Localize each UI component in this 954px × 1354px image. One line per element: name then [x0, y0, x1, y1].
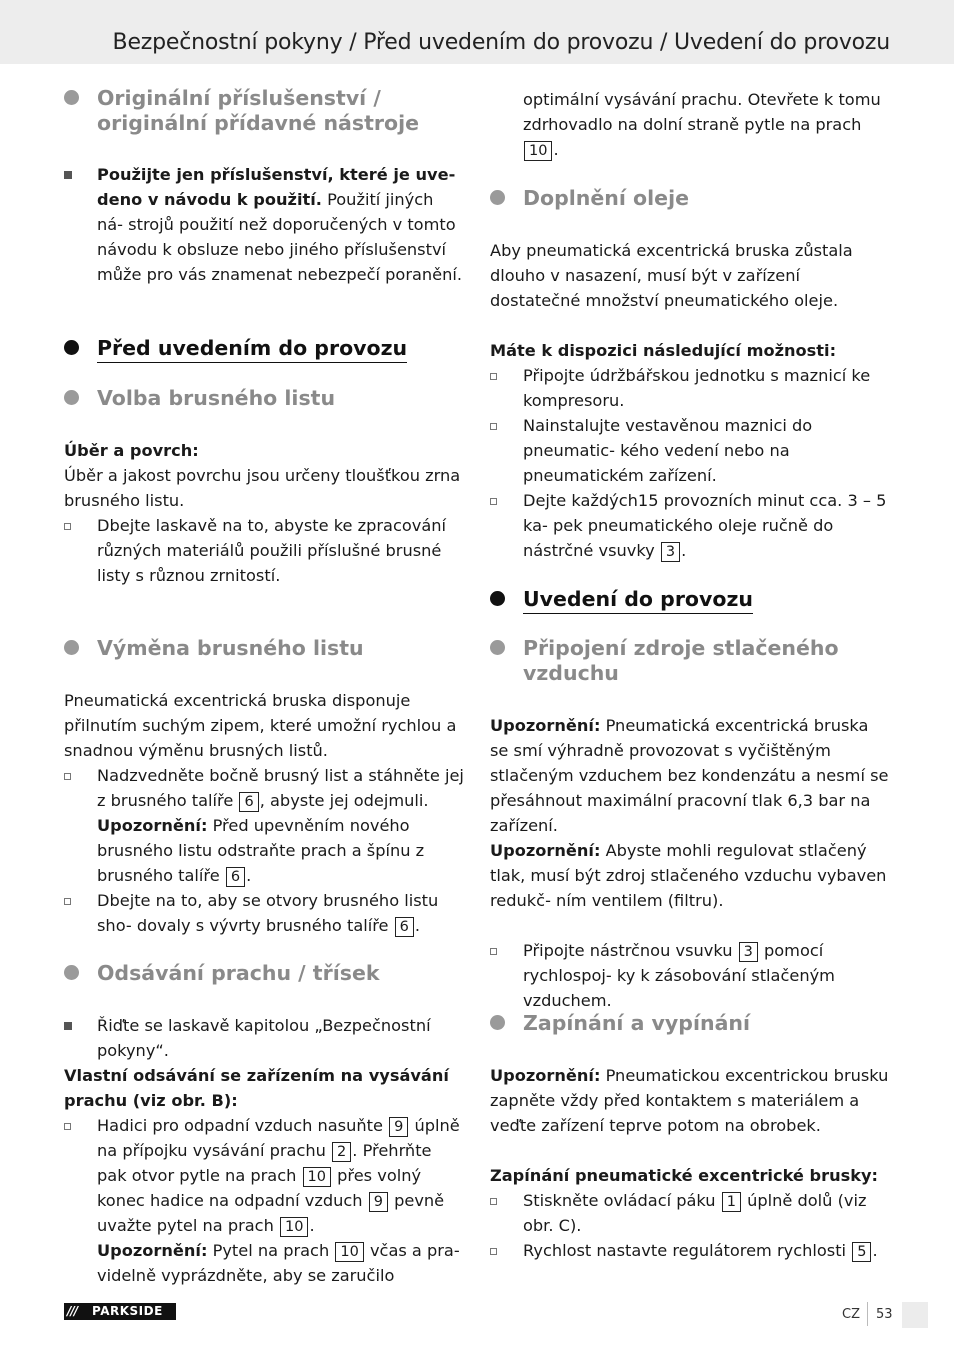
part-number-box: 10 — [524, 141, 552, 161]
list-item: Stiskněte ovládací páku 1 úplně dolů (viz obr. C). — [490, 1188, 890, 1238]
accessory-warning: Použijte jen příslušenství, které je uve- deno v návodu k použití. Použití jiných ná- strojů použití než doporučených v tomto návodu k obsluze nebo jiného příslušenství může pro vás znamenat nebezpečí poranění. — [64, 162, 464, 287]
square-bullet-icon — [64, 1022, 72, 1030]
dust-safety-ref: Řiďte se laskavě kapitolou „Bezpečnostní pokyny“. — [64, 1013, 464, 1063]
bullet-dot-icon — [490, 1015, 505, 1030]
part-number-box: 2 — [332, 1142, 351, 1162]
checkbox-bullet-icon — [490, 423, 497, 430]
oil-section: Aby pneumatická excentrická bruska zůstala dlouho v nasazení, musí být v zařízení dostatečné množství pneumatického oleje. Máte k dispozici následující možnosti: Připojte údržbářskou jednotku s maznicí ke kompresoru. Nainstalujte vestavěnou maznici do pneumatic- kého vedení nebo na pneumatickém zařízení. Dejte každých15 provozních minut cca. 3 – 5 ka- pek pneumatického oleje ručně do nástrčné vsuvky 3 . — [490, 238, 890, 563]
part-number-box: 6 — [395, 917, 414, 937]
checkbox-bullet-icon — [64, 523, 71, 530]
list-item: Hadici pro odpadní vzduch nasuňte 9 úplně na přípojku vysávání prachu 2 . Přehrňte pak otvor pytle na prach 10 přes volný konec hadice na odpadní vzduch 9 pevně uvažte pytel na prach 10 . Upozornění: Pytel na prach 10 včas a pra- videlně vyprázdněte, aby se zaručilo — [64, 1113, 464, 1288]
part-number-box: 1 — [722, 1192, 741, 1212]
list-item: Nainstalujte vestavěnou maznici do pneumatic- kého vedení nebo na pneumatickém zařízení. — [490, 413, 890, 488]
checkbox-bullet-icon — [490, 948, 497, 955]
heading-air-connection: Připojení zdroje stlačeného vzduchu — [490, 636, 839, 686]
checkbox-bullet-icon — [64, 898, 71, 905]
heading-switch-on-off: Zapínání a vypínání — [490, 1011, 750, 1036]
part-number-box: 10 — [280, 1217, 308, 1237]
list-item: Dejte každých15 provozních minut cca. 3 – 5 ka- pek pneumatického oleje ručně do nástrčné vsuvky 3 . — [490, 488, 890, 563]
part-number-box: 3 — [661, 542, 680, 562]
bullet-dot-icon — [64, 340, 79, 355]
bullet-dot-icon — [490, 190, 505, 205]
switch-section: Upozornění: Pneumatickou excentrickou brusku zapněte vždy před kontaktem s materiálem a veďte zařízení teprve potom na obrobek. Zapínání pneumatické excentrické brusky: Stiskněte ovládací páku 1 úplně dolů (viz obr. C). Rychlost nastavte regulátorem rychlosti 5 . — [490, 1063, 890, 1263]
list-item: Připojte nástrčnou vsuvku 3 pomocí rychlospoj- ky k zásobování stlačeným vzduchem. — [490, 938, 890, 1013]
dust-continued: optimální vysávání prachu. Otevřete k tomu zdrhovadlo na dolní straně pytle na prach 10 . — [523, 90, 881, 159]
heading-choose-sheet: Volba brusného listu — [64, 386, 335, 411]
bullet-dot-icon — [64, 90, 79, 105]
checkbox-bullet-icon — [490, 1198, 497, 1205]
header-title: Bezpečnostní pokyny / Před uvedením do provozu / Uvedení do provozu — [112, 30, 890, 55]
air-connection-section: Upozornění: Pneumatická excentrická bruska se smí výhradně provozovat s vyčištěným stlačeným vzduchem bez kondenzátu a nesmí se přesáhnout maximální pracovní tlak 6,3 bar na zařízení. Upozornění: Abyste mohli regulovat stlačený tlak, musí být zdroj stlačeného vzduchu vybaven redukč- ním ventilem (filtru). Připojte nástrčnou vsuvku 3 pomocí rychlospoj- ky k zásobování stlačeným vzduchem. — [490, 713, 890, 1013]
replace-section: Pneumatická excentrická bruska disponuje přilnutím suchým zipem, které umožní rychlou a snadnou výměnu brusných listů. Nadzvedněte bočně brusný list a stáhněte jej z brusného talíře 6 , abyste jej odejmuli. Upozornění: Před upevněním nového brusného listu odstraňte prach a špínu z brusného talíře 6 . Dbejte na to, aby se otvory brusného listu sho- dovaly s vývrty brusného talíře 6 . — [64, 688, 464, 938]
language-code: CZ — [842, 1307, 860, 1322]
page-corner-tab — [902, 1302, 928, 1328]
part-number-box: 10 — [303, 1167, 331, 1187]
part-number-box: 6 — [239, 792, 258, 812]
bullet-dot-icon — [64, 965, 79, 980]
checkbox-bullet-icon — [490, 498, 497, 505]
page-header — [0, 0, 954, 64]
part-number-box: 9 — [369, 1192, 388, 1212]
heading-original-accessories: Originální příslušenství / originální přídavné nástroje — [64, 86, 419, 136]
part-number-box: 5 — [852, 1242, 871, 1262]
list-item: Připojte údržbářskou jednotku s maznicí ke kompresoru. — [490, 363, 890, 413]
part-number-box: 9 — [389, 1117, 408, 1137]
checkbox-bullet-icon — [64, 1123, 71, 1130]
checkbox-bullet-icon — [490, 1248, 497, 1255]
list-item: Nadzvedněte bočně brusný list a stáhněte jej z brusného talíře 6 , abyste jej odejmuli. Upozornění: Před upevněním nového brusného listu odstraňte prach a špínu z brusného talíře 6 . — [64, 763, 464, 888]
grit-section: Úběr a povrch: Úběr a jakost povrchu jsou určeny tloušťkou zrna brusného listu. Dbejte laskavě na to, abyste ke zpracování různých materiálů použili příslušné brusné listy s různou zrnitostí. — [64, 438, 464, 588]
checkbox-bullet-icon — [490, 373, 497, 380]
part-number-box: 3 — [739, 942, 758, 962]
page-number: 53 — [876, 1307, 893, 1322]
heading-before-operation: Před uvedením do provozu — [64, 336, 407, 363]
list-item: Dbejte na to, aby se otvory brusného listu sho- dovaly s vývrty brusného talíře 6 . — [64, 888, 464, 938]
bullet-dot-icon — [64, 390, 79, 405]
heading-replace-sheet: Výměna brusného listu — [64, 636, 364, 661]
heading-dust-extraction: Odsávání prachu / třísek — [64, 961, 380, 986]
checkbox-bullet-icon — [64, 773, 71, 780]
part-number-box: 6 — [226, 867, 245, 887]
footer-divider — [867, 1302, 868, 1326]
square-bullet-icon — [64, 171, 72, 179]
heading-start-operation: Uvedení do provozu — [490, 587, 753, 614]
list-item: Rychlost nastavte regulátorem rychlosti 5 . — [490, 1238, 890, 1263]
heading-oil-refill: Doplnění oleje — [490, 186, 689, 211]
bullet-dot-icon — [64, 640, 79, 655]
parkside-logo: /// PARKSIDE — [64, 1303, 176, 1320]
part-number-box: 10 — [335, 1242, 363, 1262]
bullet-dot-icon — [490, 591, 505, 606]
bullet-dot-icon — [490, 640, 505, 655]
list-item: Dbejte laskavě na to, abyste ke zpracování různých materiálů použili příslušné brusné listy s různou zrnitostí. — [64, 513, 464, 588]
own-extraction-section: Vlastní odsávání se zařízením na vysávání prachu (viz obr. B): Hadici pro odpadní vzduch nasuňte 9 úplně na přípojku vysávání prachu 2 . Přehrňte pak otvor pytle na prach 10 přes volný konec hadice na odpadní vzduch 9 pevně uvažte pytel na prach 10 . Upozornění: Pytel na prach 10 včas a pra- videlně vyprázdněte, aby se zaručilo — [64, 1063, 464, 1288]
